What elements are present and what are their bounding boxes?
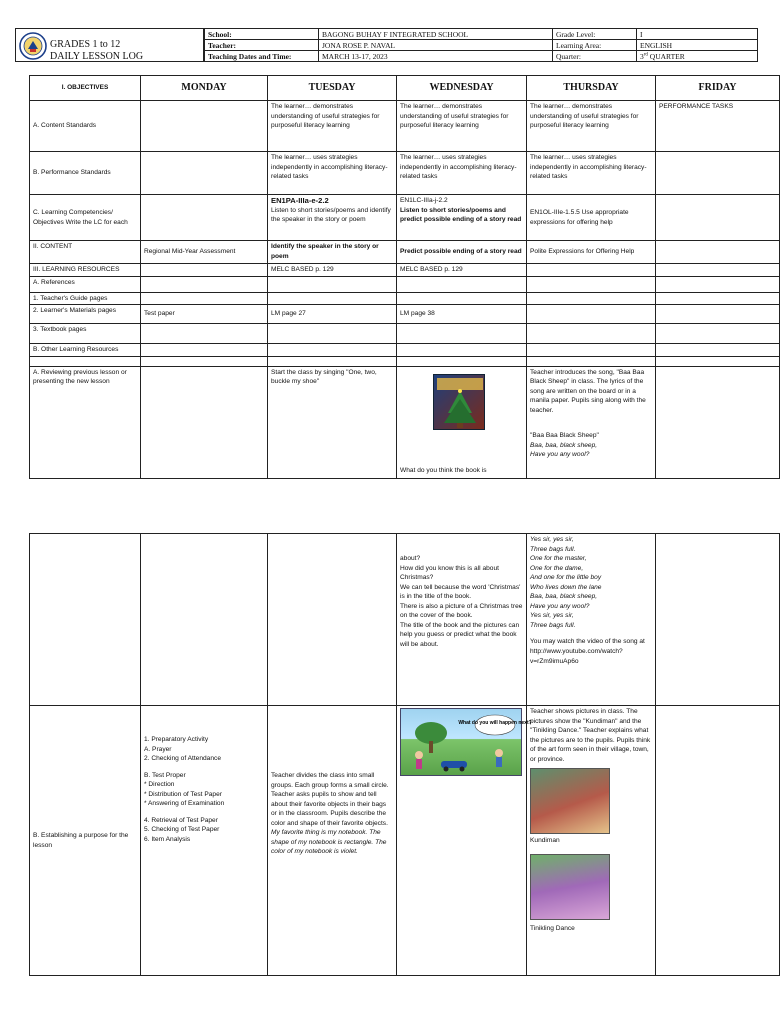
- cell: [527, 324, 656, 344]
- dates-value: MARCH 13-17, 2023: [319, 51, 553, 62]
- cell: EN1LC-IIIa-j-2.2 Listen to short stories/poems and predict possible ending of a story read: [397, 195, 527, 241]
- cell: Teacher divides the class into small groups. Each group forms a small circle. Teacher asks pupils to show and tell about their favorite objects in their bags or in the classroom. Pupils describe the color and shape of their favorite objects. My favorite thing is my notebook. The shape of my notebook is rectangle. The color of my notebook is violet.: [268, 706, 397, 976]
- row-label: III. LEARNING RESOURCES: [30, 264, 141, 277]
- cell: [656, 366, 780, 478]
- lesson-log-table-continued: [29, 533, 780, 976]
- cell: [141, 344, 268, 357]
- cell: [397, 292, 527, 305]
- cell: [141, 356, 268, 366]
- christmas-book-cover-image: [433, 374, 485, 430]
- grade-label: Grade Level:: [553, 29, 637, 40]
- cell: [397, 324, 527, 344]
- cell: [527, 292, 656, 305]
- area-value: ENGLISH: [637, 40, 758, 51]
- cell: [141, 152, 268, 195]
- day-monday: MONDAY: [141, 76, 268, 101]
- cell: The learner… demonstrates understanding of useful strategies for purposeful literacy learning: [527, 101, 656, 152]
- form-title: GRADES 1 to 12 DAILY LESSON LOG: [50, 39, 144, 62]
- row-label: B. Other Learning Resources: [30, 344, 141, 357]
- cell: [656, 241, 780, 264]
- cell: LM page 38: [397, 305, 527, 324]
- cell: [268, 292, 397, 305]
- row-label: A. Reviewing previous lesson or presenting the new lesson: [30, 366, 141, 478]
- cell: [141, 324, 268, 344]
- cartoon-scene-icon: [401, 709, 532, 777]
- song-video-link[interactable]: You may watch the video of the song at http://www.youtube.com/watch?v=rZm9imuAp6o: [530, 638, 645, 665]
- row-label: 2. Learner's Materials pages: [30, 305, 141, 324]
- cell: [397, 276, 527, 292]
- cell: [268, 324, 397, 344]
- cell: The learner… uses strategies independently in accomplishing literacy-related tasks: [527, 152, 656, 195]
- teacher-value: JONA ROSE P. NAVAL: [319, 40, 553, 51]
- cell: Predict possible ending of a story read: [397, 241, 527, 264]
- cell: [656, 534, 780, 706]
- tinikling-caption: Tinikling Dance: [530, 924, 575, 932]
- row-label: 1. Teacher's Guide pages: [30, 292, 141, 305]
- cell: [527, 356, 656, 366]
- quarter-value: 3rd QUARTER: [637, 51, 758, 62]
- cell: [656, 706, 780, 976]
- cell: [268, 344, 397, 357]
- deped-seal-icon: [19, 32, 47, 60]
- cell: The learner… uses strategies independently in accomplishing literacy-related tasks: [268, 152, 397, 195]
- teacher-label: Teacher:: [205, 40, 319, 51]
- cell: [141, 264, 268, 277]
- cell: Yes sir, yes sir, Three bags full. One for the master, One for the dame, And one for the little boy Who lives down the lane Baa, baa, black sheep, Have you any wool? Yes sir, yes sir, Three bags full. You may watch the video of the song at http://www.youtube.com/watch?v=rZm9imuAp6o: [527, 534, 656, 706]
- cell: [141, 534, 268, 706]
- cell: 1. Preparatory Activity A. Prayer 2. Checking of Attendance B. Test Proper * Direction * Distribution of Test Paper * Answering of Examination 4. Retrieval of Test Paper 5. Checking of Test Paper 6. Item Analysis: [141, 706, 268, 976]
- cell: [656, 276, 780, 292]
- row-label: 3. Textbook pages: [30, 324, 141, 344]
- cell: Polite Expressions for Offering Help: [527, 241, 656, 264]
- cell: [268, 276, 397, 292]
- row-label: A. References: [30, 276, 141, 292]
- area-label: Learning Area:: [553, 40, 637, 51]
- cell: [656, 324, 780, 344]
- grade-value: I: [637, 29, 758, 40]
- row-label: B. Establishing a purpose for the lesson: [30, 706, 141, 976]
- wednesday-review-question: What do you think the book is: [400, 466, 487, 474]
- day-wednesday: WEDNESDAY: [397, 76, 527, 101]
- cell: [30, 356, 141, 366]
- cell: [397, 344, 527, 357]
- cell: [397, 356, 527, 366]
- cell: [141, 195, 268, 241]
- cell: Test paper: [141, 305, 268, 324]
- cell: LM page 27: [268, 305, 397, 324]
- cell: [527, 264, 656, 277]
- cell: [656, 356, 780, 366]
- cell: [397, 366, 527, 478]
- objectives-header: I. OBJECTIVES: [30, 76, 141, 101]
- cartoon-scene-image: [400, 708, 532, 776]
- day-thursday: THURSDAY: [527, 76, 656, 101]
- cell: Identify the speaker in the story or poem: [268, 241, 397, 264]
- cell: [30, 534, 141, 706]
- cell: The learner… demonstrates understanding of useful strategies for purposeful literacy learning: [268, 101, 397, 152]
- tinikling-photo: [530, 854, 610, 920]
- cell: [527, 344, 656, 357]
- cell: [656, 305, 780, 324]
- cell: [656, 152, 780, 195]
- christmas-tree-icon: [434, 375, 486, 431]
- cell: MELC BASED p. 129: [397, 264, 527, 277]
- cell: [656, 195, 780, 241]
- cell: [656, 344, 780, 357]
- kundiman-photo: [530, 768, 610, 834]
- cell: Teacher shows pictures in class. The pictures show the "Kundiman" and the "Tinikling Dance." Teacher explains what the pictures are to the pupils. Pupils think of the art form seen in their village, town, or province. Kundiman Tinikling Dance: [527, 706, 656, 976]
- header-logo-box: [15, 28, 204, 62]
- cell: PERFORMANCE TASKS: [656, 101, 780, 152]
- cell: MELC BASED p. 129: [268, 264, 397, 277]
- cell: [141, 276, 268, 292]
- day-tuesday: TUESDAY: [268, 76, 397, 101]
- row-label: II. CONTENT: [30, 241, 141, 264]
- cell: [656, 292, 780, 305]
- cell: [268, 356, 397, 366]
- cell: Start the class by singing "One, two, buckle my shoe": [268, 366, 397, 478]
- cell: [397, 706, 532, 976]
- school-label: School:: [205, 29, 319, 40]
- cell: about? How did you know this is all about Christmas? We can tell because the word 'Christmas' is in the title of the book. There is also a picture of a Christmas tree on the cover of the book. The title of the book and the pictures can help you guess or predict what the book will be about.: [397, 534, 527, 706]
- row-label: A. Content Standards: [30, 101, 141, 152]
- cell: Regional Mid-Year Assessment: [141, 241, 268, 264]
- cell: Teacher introduces the song, "Baa Baa Black Sheep" in class. The lyrics of the song are written on the board or in a manila paper. Pupils sing along with the teacher. "Baa Baa Black Sheep" Baa, baa, black sheep, Have you any wool?: [527, 366, 656, 478]
- cell: [141, 292, 268, 305]
- speech-bubble-text: What do you will happen next?: [458, 720, 532, 726]
- school-info-table: [204, 28, 758, 62]
- kundiman-caption: Kundiman: [530, 837, 560, 845]
- day-friday: FRIDAY: [656, 76, 780, 101]
- cell: [141, 366, 268, 478]
- cell: The learner… demonstrates understanding of useful strategies for purposeful literacy learning: [397, 101, 527, 152]
- cell: [268, 534, 397, 706]
- cell: EN1OL-IIIe-1.5.5 Use appropriate expressions for offering help: [527, 195, 656, 241]
- cell: [527, 305, 656, 324]
- cell: [656, 264, 780, 277]
- lesson-log-table: [29, 75, 780, 479]
- dates-label: Teaching Dates and Time:: [205, 51, 319, 62]
- row-label: C. Learning Competencies/ Objectives Write the LC for each: [30, 195, 141, 241]
- cell: EN1PA-IIIa-e-2.2 Listen to short stories/poems and identify the speaker in the story or poem: [268, 195, 397, 241]
- quarter-label: Quarter:: [553, 51, 637, 62]
- cell: [141, 101, 268, 152]
- row-label: B. Performance Standards: [30, 152, 141, 195]
- school-value: BAGONG BUHAY F INTEGRATED SCHOOL: [319, 29, 553, 40]
- cell: [527, 276, 656, 292]
- cell: The learner… uses strategies independently in accomplishing literacy-related tasks: [397, 152, 527, 195]
